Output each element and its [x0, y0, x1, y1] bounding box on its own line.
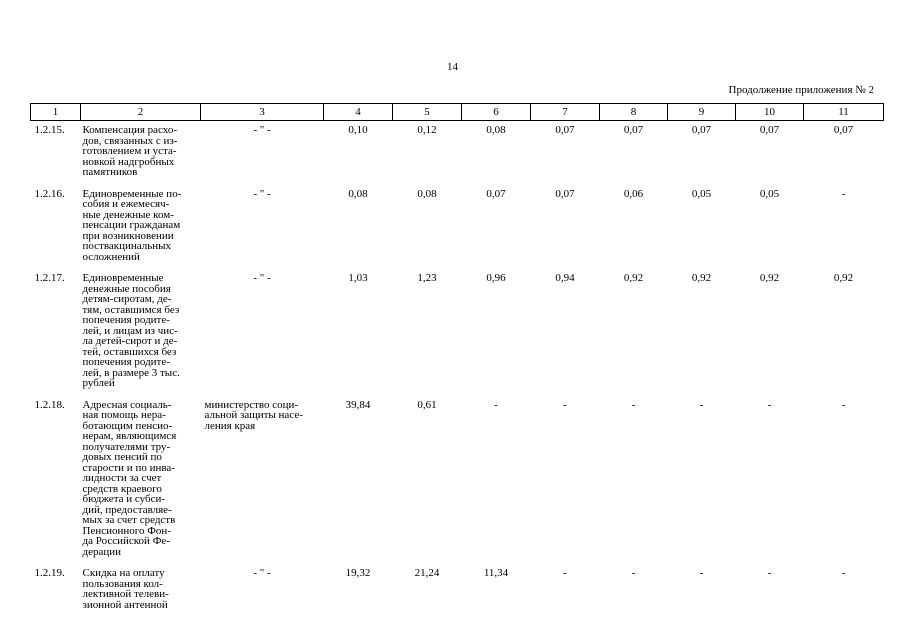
table-row — [31, 273, 884, 389]
value-cell: - — [841, 567, 846, 579]
row-executor — [201, 121, 324, 178]
description-line: да Российской Фе- — [82, 535, 170, 547]
page-number: 14 — [447, 61, 458, 73]
row-executor — [201, 400, 324, 558]
description-line: собия и ежемесяч- — [82, 198, 170, 210]
value-cell: - — [767, 398, 772, 411]
value-cell: - — [494, 398, 498, 411]
value-cell: 0,08 — [417, 187, 437, 200]
description-line: мых за счет средств — [82, 514, 176, 526]
row-number: 1.2.18. — [34, 398, 65, 411]
column-header: 7 — [531, 104, 600, 121]
row-spacer — [31, 178, 884, 189]
value-cell: - — [631, 398, 636, 411]
executor-line: - " - — [253, 272, 271, 284]
value-cell: 0,61 — [417, 398, 437, 411]
description-line: Единовременные — [82, 272, 164, 284]
value-cell: 0,07 — [691, 124, 712, 136]
row-number: 1.2.15. — [34, 124, 65, 136]
column-header: 10 — [736, 104, 804, 121]
column-header: 4 — [324, 104, 393, 121]
description-line: поствакцинальных — [82, 240, 172, 252]
description-line: лидности за счет — [82, 472, 162, 484]
value-cell: 0,92 — [833, 272, 854, 284]
value-cell: 39,84 — [345, 398, 371, 411]
row-spacer-cell — [31, 178, 884, 189]
value-cell: 0,07 — [555, 124, 575, 136]
value-cell: 0,08 — [348, 187, 368, 200]
value-cell: 0,07 — [623, 124, 644, 136]
value-cell: 0,92 — [691, 272, 712, 284]
value-cell: - — [563, 398, 567, 411]
description-line: готовлением и уста- — [82, 145, 177, 157]
row-number: 1.2.16. — [34, 187, 65, 200]
description-line: пользования кол- — [82, 577, 163, 590]
value-cell: - — [699, 398, 704, 411]
description-line: ная помощь нера- — [82, 409, 166, 421]
continuation-label: Продолжение приложения № 2 — [728, 84, 874, 96]
row-spacer-cell — [31, 389, 884, 400]
row-number: 1.2.17. — [34, 272, 65, 284]
value-cell: 0,07 — [486, 187, 506, 200]
table-row — [31, 189, 884, 263]
row-executor — [201, 568, 324, 610]
value-cell: 0,08 — [486, 124, 506, 136]
value-cell: 0,10 — [348, 124, 368, 136]
description-line: тей, оставшихся без — [82, 345, 177, 358]
value-cell: - — [767, 567, 772, 579]
executor-line: министерство соци- — [204, 398, 299, 411]
value-cell: - — [631, 567, 636, 579]
value-cell: 0,92 — [759, 272, 780, 284]
executor-line: ления края — [204, 419, 256, 432]
description-line: довых пенсий по — [82, 451, 162, 463]
value-cell: 19,32 — [345, 567, 371, 579]
description-line: тям, оставшимся без — [82, 303, 180, 316]
executor-line: - " - — [253, 187, 271, 200]
table-row — [31, 568, 884, 610]
description-line: дов, связанных с из- — [82, 134, 178, 147]
table-row — [31, 400, 884, 558]
description-line: ные денежные ком- — [82, 208, 174, 221]
value-cell: 0,05 — [691, 187, 712, 200]
column-header: 2 — [81, 104, 201, 121]
value-cell: 0,96 — [486, 272, 506, 284]
row-number: 1.2.19. — [34, 567, 65, 579]
description-line: попечения родите- — [82, 314, 170, 326]
description-line: рублей — [82, 377, 115, 389]
row-spacer — [31, 389, 884, 400]
value-cell: - — [563, 567, 567, 579]
value-cell: - — [841, 187, 846, 200]
description-line: денежные пособия — [82, 282, 171, 295]
value-cell: 0,05 — [759, 187, 780, 200]
description-line: лей, в размере 3 тыс. — [82, 366, 180, 379]
executor-line: - " - — [253, 567, 271, 579]
value-cell: 0,06 — [623, 187, 644, 200]
description-line: средств краевого — [82, 482, 162, 495]
description-line: ботающим пенсио- — [82, 419, 173, 432]
description-line: осложнений — [82, 250, 140, 263]
description-line: дий, предоставляе- — [82, 503, 172, 516]
value-cell: 0,92 — [623, 272, 644, 284]
value-cell: 0,07 — [833, 124, 854, 136]
row-description — [81, 189, 201, 263]
table-row — [31, 121, 884, 178]
value-cell: 0,07 — [759, 124, 780, 136]
description-line: старости и по инва- — [82, 461, 175, 474]
column-header: 1 — [31, 104, 81, 121]
value-cell: 11,34 — [483, 567, 509, 579]
value-cell: - — [699, 567, 704, 579]
executor-line: альной защиты насе- — [204, 409, 303, 421]
value-cell: 0,94 — [555, 272, 575, 284]
description-line: Компенсация расхо- — [82, 124, 178, 136]
description-line: пенсации гражданам — [82, 219, 181, 231]
description-line: лективной телеви- — [82, 588, 169, 600]
description-line: Пенсионного Фон- — [82, 524, 171, 537]
description-line: Скидка на оплату — [82, 567, 165, 579]
column-header: 9 — [668, 104, 736, 121]
description-line: памятников — [82, 166, 138, 178]
description-line: бюджета и субси- — [82, 493, 166, 505]
description-line: зионной антенной — [82, 598, 168, 611]
value-cell: 1,03 — [348, 272, 368, 284]
row-executor — [201, 273, 324, 389]
value-cell: - — [841, 398, 846, 411]
description-line: дерации — [82, 545, 122, 558]
value-cell: 0,12 — [417, 124, 437, 136]
value-cell: 0,07 — [555, 187, 575, 200]
row-executor — [201, 189, 324, 263]
executor-line: - " - — [253, 124, 271, 136]
column-header: 3 — [201, 104, 324, 121]
column-header: 8 — [600, 104, 668, 121]
column-header: 6 — [462, 104, 531, 121]
description-line: Единовременные по- — [82, 187, 182, 200]
row-description — [81, 121, 201, 178]
row-description — [81, 568, 201, 610]
value-cell: 1,23 — [417, 272, 437, 284]
description-line: Адресная социаль- — [82, 398, 172, 411]
row-description — [81, 273, 201, 389]
table-body — [31, 121, 884, 611]
description-line: получателями тру- — [82, 440, 171, 453]
value-cell: 21,24 — [414, 567, 440, 579]
description-line: новкой надгробных — [82, 155, 175, 168]
description-line: лей, и лицам из чис- — [82, 324, 178, 337]
description-line: попечения родите- — [82, 356, 170, 368]
column-header: 11 — [804, 104, 884, 121]
appendix-table — [30, 103, 884, 610]
description-line: при возникновении — [82, 229, 174, 242]
description-line: нерам, являющимся — [82, 430, 177, 442]
column-number-row — [31, 104, 884, 121]
row-description — [81, 400, 201, 558]
description-line: детям-сиротам, де- — [82, 293, 172, 305]
column-header: 5 — [393, 104, 462, 121]
description-line: ла детей-сирот и де- — [82, 335, 178, 347]
